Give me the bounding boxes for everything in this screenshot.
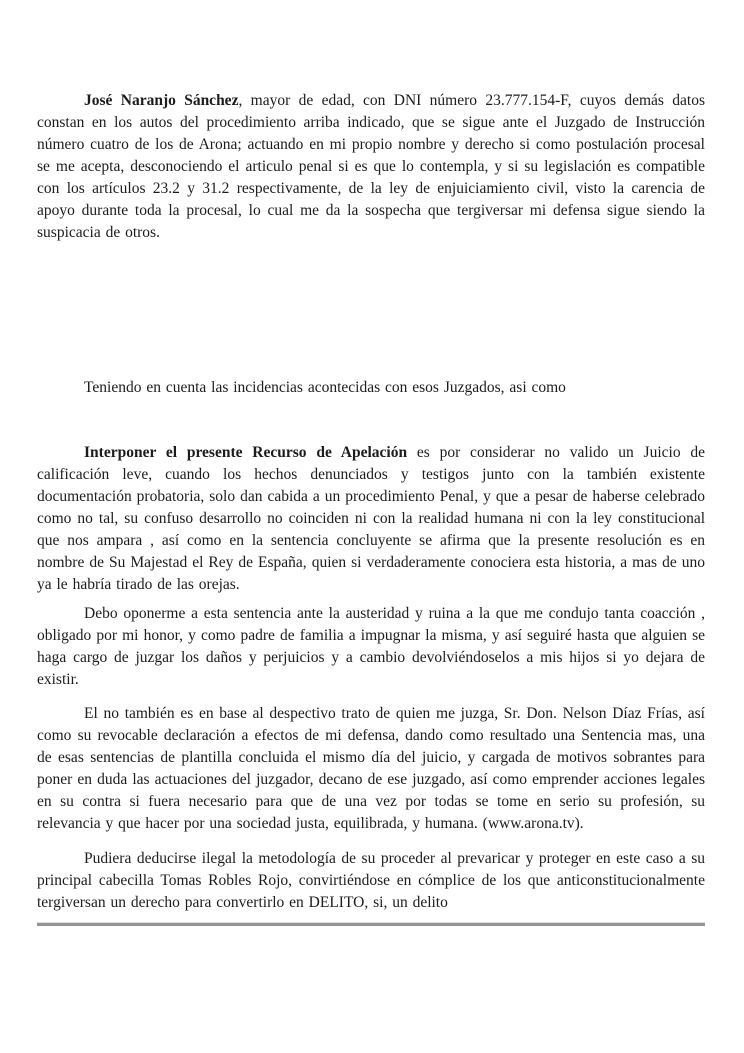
paragraph-judge-criticism [37,703,705,835]
paragraph-appeal-grounds [37,442,705,596]
party-name-bold: José Naranjo Sánchez [84,92,239,109]
footer-separator-shadow [37,923,705,926]
paragraph-text: Pudiera deducirse ilegal la metodología de su proceder al prevaricar y proteger en este caso a su principal cabecilla Tomas Robles Rojo, convirtiéndose en cómplice de los que anticonstitucionalmente tergiversan un derecho para convertirlo en DELITO, si, un delito [37,850,705,911]
footer-separator-line [37,922,705,926]
paragraph-transition [37,377,705,399]
paragraph-text: es por considerar no valido un Juicio de calificación leve, cuando los hechos denunciados y testigos junto con la también existente documentación probatoria, solo dan cabida a un procedimiento Penal, y que a pesar de haberse celebrado como no tal, su confuso desarrollo no coinciden ni con la realidad humana ni con la ley constitucional que nos ampara , así como en la sentencia concluyente se afirma que la presente resolución es en nombre de Su Majestad el Rey de España, quien si verdaderamente conociera esta historia, a mas de uno ya le habría tirado de las orejas. [37,444,705,593]
paragraph-text: Debo oponerme a esta sentencia ante la austeridad y ruina a la que me condujo tanta coacción , obligado por mi honor, y como padre de familia a impugnar la misma, y así seguiré hasta que alguien se haga cargo de juzgar los daños y perjuicios y a cambio devolviéndoselos a mis hijos si yo dejara de existir. [37,605,705,688]
appeal-title-bold: Interponer el presente Recurso de Apelación [84,444,408,461]
paragraph-prevarication [37,848,705,914]
paragraph-text: El no también es en base al despectivo trato de quien me juzga, Sr. Don. Nelson Díaz Frías, así como su revocable declaración a efectos de mi defensa, dando como resultado una Sentencia mas, una de esas sentencias de plantilla concluida el mismo día del juicio, y cargada de motivos sobrantes para poner en duda las actuaciones del juzgador, decano de ese juzgado, así como emprender acciones legales en su contra si fuera necesario para que de una vez por todas se tome en serio su profesión, su relevancia y que hacer por una sociedad justa, equilibrada, y humana. (www.arona.tv). [37,705,705,832]
paragraph-text: , mayor de edad, con DNI número 23.777.154-F, cuyos demás datos constan en los autos del procedimiento arriba indicado, que se sigue ante el Juzgado de Instrucción número cuatro de los de Arona; actuando en mi propio nombre y derecho si como postulación procesal se me acepta, desconociendo el articulo penal si es que lo contempla, y si su legislación es compatible con los artículos 23.2 y 31.2 respectivamente, de la ley de enjuiciamiento civil, visto la carencia de apoyo durante toda la procesal, lo cual me da la sospecha que tergiversar mi defensa sigue siendo la suspicacia de otros. [37,92,705,241]
paragraph-text: Teniendo en cuenta las incidencias acontecidas con esos Juzgados, asi como [84,379,566,396]
paragraph-opposition [37,603,705,691]
document-content [37,0,705,926]
paragraph-appellant-identification [37,90,705,244]
